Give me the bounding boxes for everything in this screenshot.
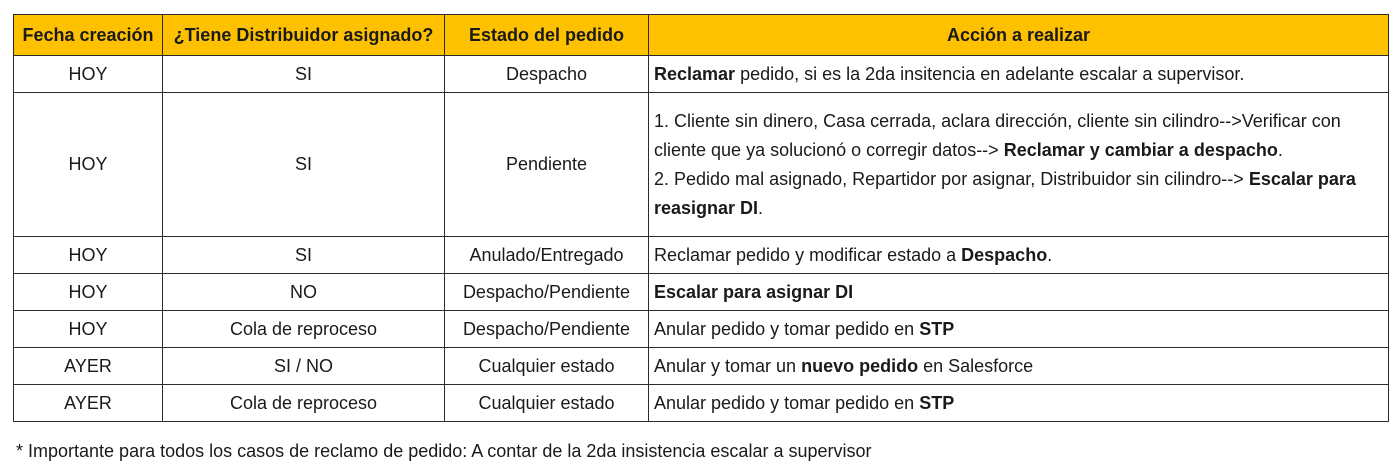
header-accion-realizar: Acción a realizar [649,15,1389,56]
cell-fecha: HOY [14,237,163,274]
cell-estado: Pendiente [445,93,649,237]
header-tiene-distribuidor: ¿Tiene Distribuidor asignado? [163,15,445,56]
emphasis-text: Escalar para asignar DI [654,281,854,302]
cell-estado: Cualquier estado [445,348,649,385]
emphasis-text: Escalar para reasignar DI [654,168,1356,218]
table-row [14,237,1389,274]
emphasis-text: STP [919,392,955,413]
cell-distribuidor: Cola de reproceso [163,311,445,348]
emphasis-text: Reclamar [654,63,736,84]
header-fecha-creacion: Fecha creación [14,15,163,56]
table-row [14,274,1389,311]
header-estado-pedido: Estado del pedido [445,15,649,56]
cell-accion: Anular y tomar un nuevo pedido en Salesforce [649,348,1389,385]
header-row [14,15,1389,56]
table-row [14,348,1389,385]
table-row [14,311,1389,348]
emphasis-text: STP [919,318,955,339]
cell-distribuidor: SI [163,237,445,274]
table-row [14,93,1389,237]
rules-table [13,14,1389,422]
cell-fecha: AYER [14,348,163,385]
table-row [14,56,1389,93]
cell-estado: Despacho/Pendiente [445,274,649,311]
cell-fecha: HOY [14,93,163,237]
cell-fecha: HOY [14,274,163,311]
cell-estado: Cualquier estado [445,385,649,422]
cell-distribuidor: NO [163,274,445,311]
cell-distribuidor: SI [163,93,445,237]
table-row [14,385,1389,422]
cell-accion: Reclamar pedido y modificar estado a Despacho. [649,237,1389,274]
emphasis-text: Reclamar y cambiar a despacho [1003,139,1278,160]
cell-accion: Reclamar pedido, si es la 2da insitencia en adelante escalar a supervisor. [649,56,1389,93]
emphasis-text: Despacho [961,244,1048,265]
cell-estado: Anulado/Entregado [445,237,649,274]
cell-accion: Anular pedido y tomar pedido en STP [649,385,1389,422]
cell-accion: Anular pedido y tomar pedido en STP [649,311,1389,348]
cell-distribuidor: SI / NO [163,348,445,385]
cell-fecha: AYER [14,385,163,422]
cell-distribuidor: Cola de reproceso [163,385,445,422]
cell-estado: Despacho/Pendiente [445,311,649,348]
cell-fecha: HOY [14,311,163,348]
cell-estado: Despacho [445,56,649,93]
emphasis-text: nuevo pedido [801,355,919,376]
cell-accion [649,274,1389,311]
cell-fecha: HOY [14,56,163,93]
cell-distribuidor: SI [163,56,445,93]
cell-accion: 1. Cliente sin dinero, Casa cerrada, aclara dirección, cliente sin cilindro-->Verificar con cliente que ya solucionó o corregir datos--> Reclamar y cambiar a despacho. 2. Pedido mal asignado, Repartidor por asignar, Distribuidor sin cilindro--> Escalar para reasignar DI. [649,93,1389,237]
footnote: * Importante para todos los casos de reclamo de pedido: A contar de la 2da insistencia escalar a supervisor [16,441,872,461]
